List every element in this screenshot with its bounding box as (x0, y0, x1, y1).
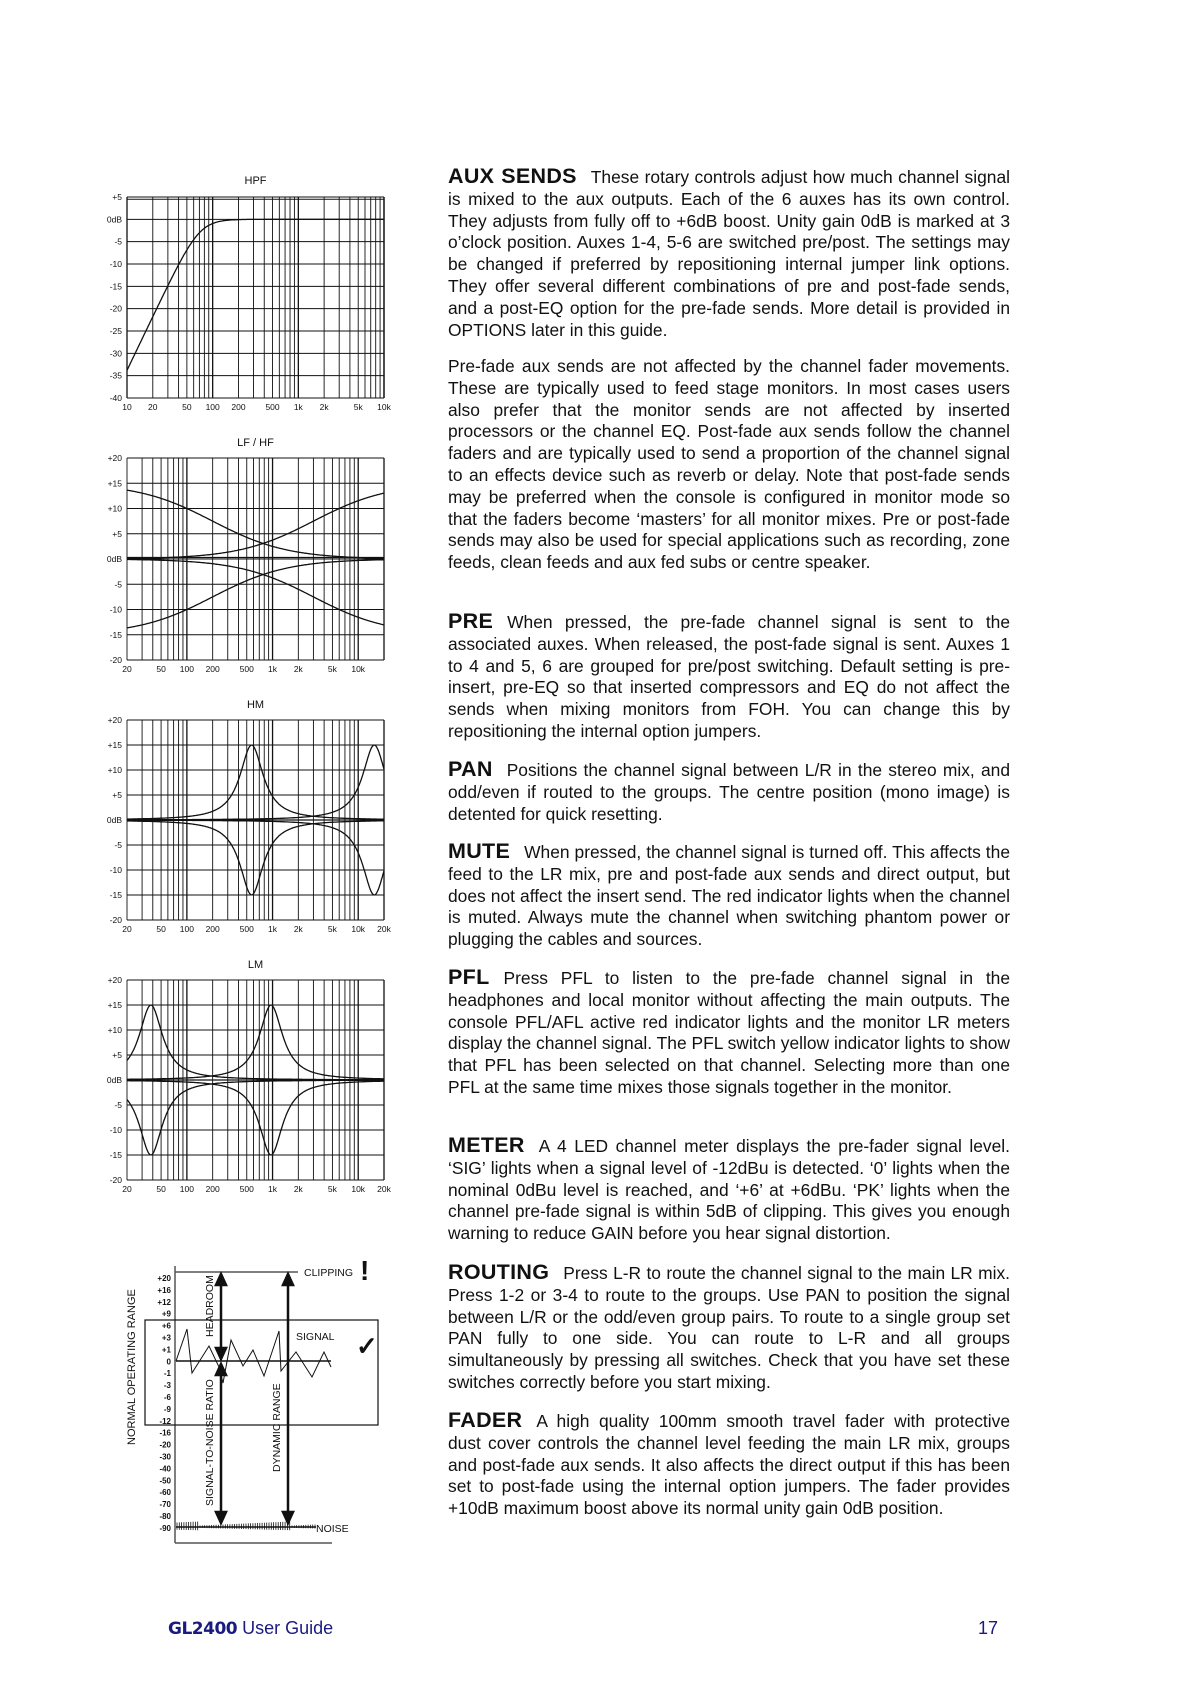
y-tick-label: +5 (112, 528, 122, 539)
y-tick-label: +5 (112, 192, 122, 202)
response-curve-lowshelf (127, 490, 384, 558)
level-scale-label: +16 (157, 1285, 171, 1295)
y-tick-label: +5 (112, 790, 122, 800)
level-scale-label: -50 (159, 1476, 171, 1486)
x-tick-label: 2k (293, 924, 303, 934)
section-pfl (448, 967, 1010, 1099)
y-tick-label: -10 (109, 604, 122, 615)
y-tick-label: -5 (114, 840, 122, 850)
x-tick-label: 200 (205, 1184, 220, 1194)
chart-title: LM (247, 959, 264, 971)
chart-hpf (107, 175, 392, 412)
y-tick-label: +20 (107, 453, 122, 463)
snr-arrow-head-top (216, 1364, 226, 1375)
x-tick-label: 50 (156, 1184, 166, 1194)
section-text: Press PFL to listen to the pre-fade channel signal in the headphones and local monitor without affecting the main outputs. The console PFL/AFL active red indicator lights and the monitor LR meters display the channel signal. The PFL switch yellow indicator lights to show that PFL has been selected on that channel. Selecting more than one PFL at the same time mixes those signals together in the monitor. (448, 968, 1010, 1097)
y-tick-label: -15 (109, 1150, 122, 1160)
level-scale-label: -80 (159, 1512, 171, 1521)
y-tick-label: -20 (109, 1175, 122, 1185)
y-tick-label: -20 (109, 915, 122, 925)
section-meter (448, 1135, 1010, 1245)
x-tick-label: 500 (239, 664, 254, 674)
level-scale-label: -60 (159, 1488, 171, 1498)
x-tick-label: 500 (265, 402, 280, 412)
x-tick-label: 200 (231, 402, 246, 412)
chart-hm (107, 699, 392, 934)
section-text: A high quality 100mm smooth travel fader with protective dust cover controls the channel level feeding the main LR mix, groups and post-fade aux sends. It also affects the direct output if this has been set to post-fade using the internal option jumpers. The fader provides +10dB maximum boost above its normal unity gain 0dB position. (448, 1411, 1010, 1519)
section-heading: AUX SENDS (448, 164, 577, 188)
clipping-warning-icon: ! (360, 1255, 370, 1286)
section-text: When pressed, the pre-fade channel signal is sent to the associated auxes. When released, the post-fade signal is sent. Auxes 1 to 4 and 5, 6 are grouped for pre/post switching. Default setting is pre-insert, pre-EQ so that inserted compressors and EQ do not affect the sends when mixing monitors from FOH. You can change this by repositioning the internal option jumpers. (448, 612, 1010, 741)
section-text: Pre-fade aux sends are not affected by the channel fader movements. These are typically used to feed stage monitors. In most cases users also prefer that the monitor sends are not affected by inserted processors or the channel EQ. Post-fade aux sends follow the channel faders and are typically used to send a proportion of the channel signal to an effects device such as reverb or delay. Note that post-fade sends may be preferred when the console is configured in monitor mode so that the faders become ‘masters’ for all monitor mixes. Pre or post-fade sends may also be used for special applications such as recording, zone feeds, clean feeds and aux fed subs or centre speaker. (448, 356, 1010, 573)
section-pre-fade-aux (448, 356, 1010, 574)
section-text: Press L-R to route the channel signal to the main LR mix. Press 1-2 or 3-4 to route to the groups. Use PAN to position the signal between L/R or the odd/even group pairs. To route to a single group set PAN fully to one side. You can route to L-R and all groups simultaneously by pressing all switches. Check that you have set these switches correctly before you start mixing. (448, 1263, 1010, 1392)
x-tick-label: 500 (239, 1184, 254, 1194)
y-tick-label: +10 (107, 765, 122, 775)
section-heading: MUTE (448, 839, 511, 863)
x-tick-label: 100 (179, 924, 194, 934)
x-tick-label: 10k (351, 664, 366, 674)
x-tick-label: 200 (205, 664, 220, 674)
chart-title: HPF (244, 175, 267, 187)
y-tick-label: -5 (114, 236, 122, 247)
x-tick-label: 50 (156, 924, 166, 934)
x-tick-label: 50 (182, 402, 192, 412)
headroom-label: HEADROOM (204, 1275, 216, 1337)
section-heading: ROUTING (448, 1260, 550, 1284)
y-tick-label: +10 (107, 1025, 122, 1035)
page-number: 17 (978, 1618, 999, 1638)
y-tick-label: -15 (109, 281, 122, 292)
clipping-label: CLIPPING (304, 1267, 354, 1279)
section-fader (448, 1410, 1010, 1520)
y-tick-label: 0dB (106, 815, 122, 825)
x-tick-label: 100 (179, 664, 194, 674)
x-tick-label: 20 (122, 1184, 132, 1194)
y-tick-label: -20 (109, 655, 122, 665)
footer-guide: User Guide (237, 1618, 334, 1638)
response-curve-highshelf (127, 560, 384, 625)
level-scale (157, 1274, 171, 1533)
x-tick-label: 5k (327, 924, 337, 934)
chart-lm (107, 959, 392, 1194)
x-tick-label: 100 (205, 402, 220, 412)
x-tick-label: 10k (351, 1184, 366, 1194)
section-heading: PFL (448, 965, 490, 989)
x-tick-label: 20k (377, 1184, 391, 1194)
chart-title: LF / HF (237, 437, 274, 449)
x-tick-label: 1k (268, 924, 278, 934)
level-scale-label: -12 (159, 1416, 171, 1426)
eq-response-charts (0, 0, 420, 1240)
section-text: A 4 LED channel meter displays the pre-fader signal level. ‘SIG’ lights when a signal level of -12dBu is detected. ‘0’ lights when the nominal 0dBu level is reached, and ‘+6’ at +6dBu. ‘PK’ lights when the channel pre-fade signal is within 5dB of clipping. This gives you enough warning to reduce GAIN before you hear signal distortion. (448, 1136, 1010, 1244)
footer-title (168, 1618, 333, 1639)
response-curve-bell (127, 1005, 384, 1080)
headroom-arrow-head-bottom (216, 1348, 226, 1359)
y-tick-label: -10 (109, 865, 122, 875)
x-tick-label: 500 (239, 924, 254, 934)
y-tick-label: 0dB (106, 1075, 122, 1085)
brand-logo: GL2400 (168, 1619, 238, 1639)
y-tick-label: 0dB (106, 214, 122, 225)
level-scale-label: -9 (163, 1404, 171, 1414)
normal-range-box (145, 1320, 378, 1425)
response-curve-bell (127, 1080, 384, 1155)
x-tick-label: 100 (179, 1184, 194, 1194)
y-tick-label: -5 (114, 1100, 122, 1110)
x-tick-label: 5k (327, 1184, 337, 1194)
x-tick-label: 20 (122, 924, 132, 934)
x-tick-label: 2k (319, 402, 329, 412)
section-mute (448, 841, 1010, 951)
x-tick-label: 10k (377, 402, 391, 412)
normal-range-label: NORMAL OPERATING RANGE (126, 1289, 138, 1445)
y-tick-label: +15 (107, 478, 122, 489)
chart-title: HM (246, 699, 265, 711)
x-tick-label: 10k (351, 924, 366, 934)
snr-label: SIGNAL-TO-NOISE RATIO (204, 1379, 216, 1506)
x-tick-label: 1k (293, 402, 303, 412)
y-tick-label: -15 (109, 890, 122, 900)
x-tick-label: 1k (268, 1184, 278, 1194)
level-scale-label: +1 (161, 1345, 171, 1355)
x-tick-label: 2k (293, 1184, 303, 1194)
response-curve-lowshelf (127, 560, 384, 628)
level-scale-label: -40 (159, 1464, 171, 1474)
level-scale-label: -16 (159, 1428, 171, 1438)
section-pan (448, 759, 1010, 825)
x-tick-label: 10 (122, 402, 132, 412)
y-tick-label: +15 (107, 1000, 122, 1010)
y-tick-label: -20 (109, 303, 122, 314)
dynamic-range-label: DYNAMIC RANGE (271, 1383, 283, 1472)
section-heading: FADER (448, 1408, 523, 1432)
section-text: Positions the channel signal between L/R in the stereo mix, and odd/even if routed to the groups. The centre position (mono image) is detented for quick resetting. (448, 760, 1010, 824)
y-tick-label: -30 (109, 348, 122, 359)
section-heading: PAN (448, 757, 493, 781)
level-scale-label: -1 (163, 1369, 171, 1379)
level-scale-label: -20 (159, 1440, 171, 1450)
level-scale-label: +9 (161, 1309, 171, 1319)
level-scale-label: +6 (161, 1321, 171, 1331)
y-tick-label: +15 (107, 740, 122, 750)
level-scale-label: -30 (159, 1452, 171, 1462)
y-tick-label: -25 (109, 326, 122, 336)
section-aux-sends (448, 166, 1010, 341)
noise-floor (176, 1522, 316, 1531)
x-tick-label: 20 (148, 402, 158, 412)
dynamic-range-arrow-head-bottom (283, 1512, 293, 1523)
level-scale-label: +20 (157, 1274, 171, 1283)
x-tick-label: 200 (205, 924, 220, 934)
headroom-arrow-head-top (216, 1274, 226, 1285)
x-tick-label: 5k (327, 664, 337, 674)
x-tick-label: 2k (293, 664, 303, 674)
y-tick-label: +5 (112, 1050, 122, 1060)
y-tick-label: -35 (109, 370, 122, 381)
x-tick-label: 20k (377, 924, 391, 934)
chart-lfhf (107, 437, 384, 674)
y-tick-label: +10 (107, 503, 122, 514)
response-curve-bell (127, 821, 384, 895)
y-tick-label: +20 (107, 975, 122, 985)
snr-arrow-head-bottom (216, 1512, 226, 1523)
dynamic-range-arrow-head-top (283, 1274, 293, 1285)
y-tick-label: 0dB (106, 554, 122, 564)
y-tick-label: -10 (109, 1125, 122, 1135)
checkmark-icon: ✓ (356, 1331, 378, 1361)
x-tick-label: 50 (156, 664, 166, 674)
section-routing (448, 1262, 1010, 1394)
level-diagram (0, 1240, 420, 1580)
level-scale-label: -6 (163, 1393, 171, 1402)
noise-label: NOISE (316, 1523, 349, 1535)
level-scale-label: -3 (163, 1381, 171, 1391)
level-scale-label: 0 (166, 1357, 171, 1367)
response-curve-highshelf (127, 493, 384, 558)
section-text: When pressed, the channel signal is turned off. This affects the feed to the LR mix, pre and post-fade aux sends and direct output, but does not affect the insert send. The red indicator lights when the channel is muted. Always mute the channel when switching phantom power or plugging the cables and sources. (448, 842, 1010, 950)
level-scale-label: -90 (159, 1523, 171, 1533)
y-tick-label: -5 (114, 579, 122, 590)
x-tick-label: 1k (268, 664, 278, 674)
y-tick-label: -10 (109, 259, 122, 269)
x-tick-label: 20 (122, 664, 132, 674)
level-scale-label: +12 (157, 1297, 171, 1307)
section-pre (448, 611, 1010, 743)
y-tick-label: +20 (107, 715, 122, 725)
section-text: These rotary controls adjust how much channel signal is mixed to the aux outputs. Each of the 6 auxes has its own control. They adjusts from fully off to +6dB boost. Unity gain 0dB is marked at 3 o’clock position. Auxes 1-4, 5-6 are switched pre/post. The settings may be changed if preferred by repositioning internal jumper link options. They offer several different combinations of pre and post-fade sends, and a post-EQ option for the pre-fade sends. More detail is provided in OPTIONS later in this guide. (448, 167, 1010, 340)
signal-label: SIGNAL (296, 1331, 335, 1343)
y-tick-label: -40 (109, 393, 122, 403)
response-curve-bell (127, 820, 384, 895)
y-tick-label: -15 (109, 629, 122, 640)
level-scale-label: +3 (161, 1333, 171, 1343)
response-curve-bell (127, 745, 384, 819)
x-tick-label: 5k (353, 402, 363, 412)
section-heading: PRE (448, 609, 494, 633)
response-curve-bell (127, 745, 384, 820)
section-heading: METER (448, 1133, 525, 1157)
level-scale-label: -70 (159, 1500, 171, 1510)
